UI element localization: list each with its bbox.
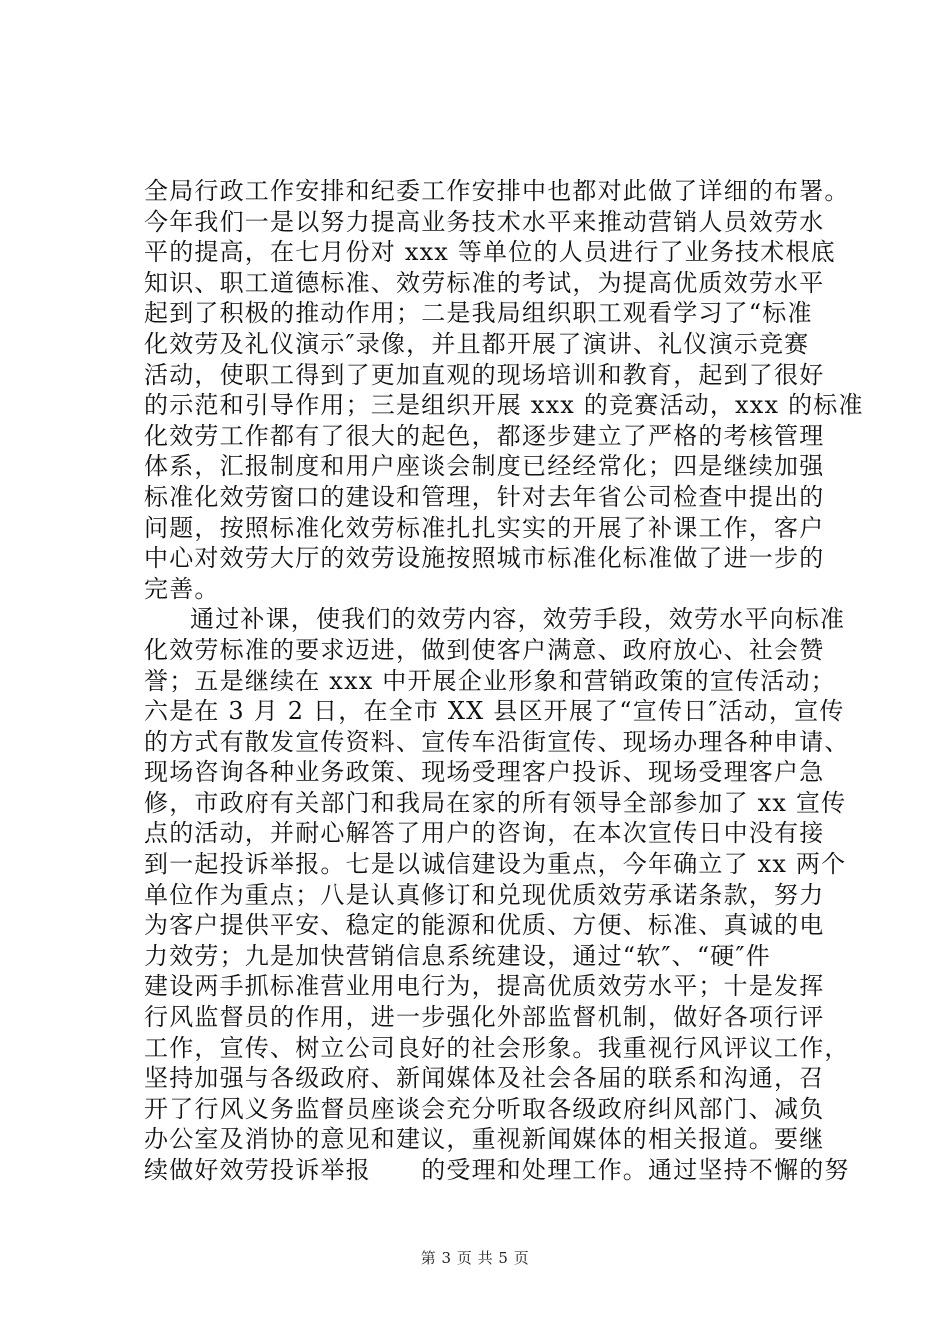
text-line: 今年我们一是以努力提高业务技术水平来推动营销人员效劳水	[144, 207, 825, 236]
text-line: 全局行政工作安排和纪委工作安排中也都对此做了详细的布署。	[144, 177, 850, 205]
text-line: 起到了积极的推动作用；二是我局组织职工观看学习了“标准	[144, 299, 813, 328]
text-line: 续做好效劳投诉举报 的受理和处理工作。通过坚持不懈的努	[144, 1156, 850, 1184]
text-line: 工作，宣传、树立公司良好的社会形象。我重视行风评议工作，	[144, 1033, 850, 1062]
body-text	[144, 176, 864, 1186]
text-line: 化效劳工作都有了很大的起色，都逐步建立了严格的考核管理	[144, 421, 825, 450]
text-line: 的示范和引导作用；三是组织开展 xxx 的竞赛活动，xxx 的标准	[144, 391, 864, 420]
text-line: 平的提高，在七月份对 xxx 等单位的人员进行了业务技术根底	[144, 238, 836, 267]
page-number-footer: 第 3 页 共 5 页	[420, 1249, 530, 1267]
text-line: 修，市政府有关部门和我局在家的所有领导全部参加了 xx 宣传	[144, 788, 847, 817]
text-line: 的方式有散发宣传资料、宣传车沿街宣传、现场办理各种申请、	[144, 727, 850, 756]
text-line: 化效劳及礼仪演示″录像，并且都开展了演讲、礼仪演示竞赛	[144, 329, 810, 358]
text-line: 办公室及消协的意见和建议，重视新闻媒体的相关报道。要继	[144, 1125, 825, 1154]
text-line: 开了行风义务监督员座谈会充分听取各级政府纠风部门、减负	[144, 1094, 825, 1123]
text-line: 六是在 3 月 2 日，在全市 XX 县区开展了“宣传日″活动，宣传	[144, 697, 845, 726]
text-line: 力效劳；九是加快营销信息系统建设，通过“软″、“硬″件	[144, 941, 771, 970]
text-line: 活动，使职工得到了更加直观的现场培训和教育，起到了很好	[144, 360, 825, 389]
text-line: 知识、职工道德标准、效劳标准的考试，为提高优质效劳水平	[144, 268, 825, 297]
text-line: 完善。	[144, 574, 220, 603]
text-line: 问题，按照标准化效劳标准扎扎实实的开展了补课工作，客户	[144, 513, 825, 542]
text-line: 化效劳标准的要求迈进，做到使客户满意、政府放心、社会赞	[144, 635, 825, 664]
text-line: 单位作为重点；八是认真修订和兑现优质效劳承诺条款，努力	[144, 880, 825, 909]
text-line: 行风监督员的作用，进一步强化外部监督机制，做好各项行评	[144, 1003, 825, 1032]
text-line: 点的活动，并耐心解答了用户的咨询，在本次宣传日中没有接	[144, 819, 825, 848]
text-line: 现场咨询各种业务政策、现场受理客户投诉、现场受理客户急	[144, 758, 825, 787]
text-line: 中心对效劳大厅的效劳设施按照城市标准化标准做了进一步的	[144, 544, 825, 573]
paragraph-first-line: 通过补课，使我们的效劳内容，效劳手段，效劳水平向标准	[190, 605, 846, 634]
text-line: 誉；五是继续在 xxx 中开展企业形象和营销政策的宣传活动；	[144, 666, 836, 695]
text-line: 坚持加强与各级政府、新闻媒体及社会各届的联系和沟通，召	[144, 1064, 825, 1093]
text-line: 建设两手抓标准营业用电行为，提高优质效劳水平；十是发挥	[144, 972, 825, 1001]
text-line: 到一起投诉举报。七是以诚信建设为重点，今年确立了 xx 两个	[144, 850, 847, 879]
text-line: 体系，汇报制度和用户座谈会制度已经经常化；四是继续加强	[144, 452, 825, 481]
text-line: 标准化效劳窗口的建设和管理，针对去年省公司检查中提出的	[144, 482, 825, 511]
text-line: 为客户提供平安、稳定的能源和优质、方便、标准、真诚的电	[144, 911, 825, 940]
